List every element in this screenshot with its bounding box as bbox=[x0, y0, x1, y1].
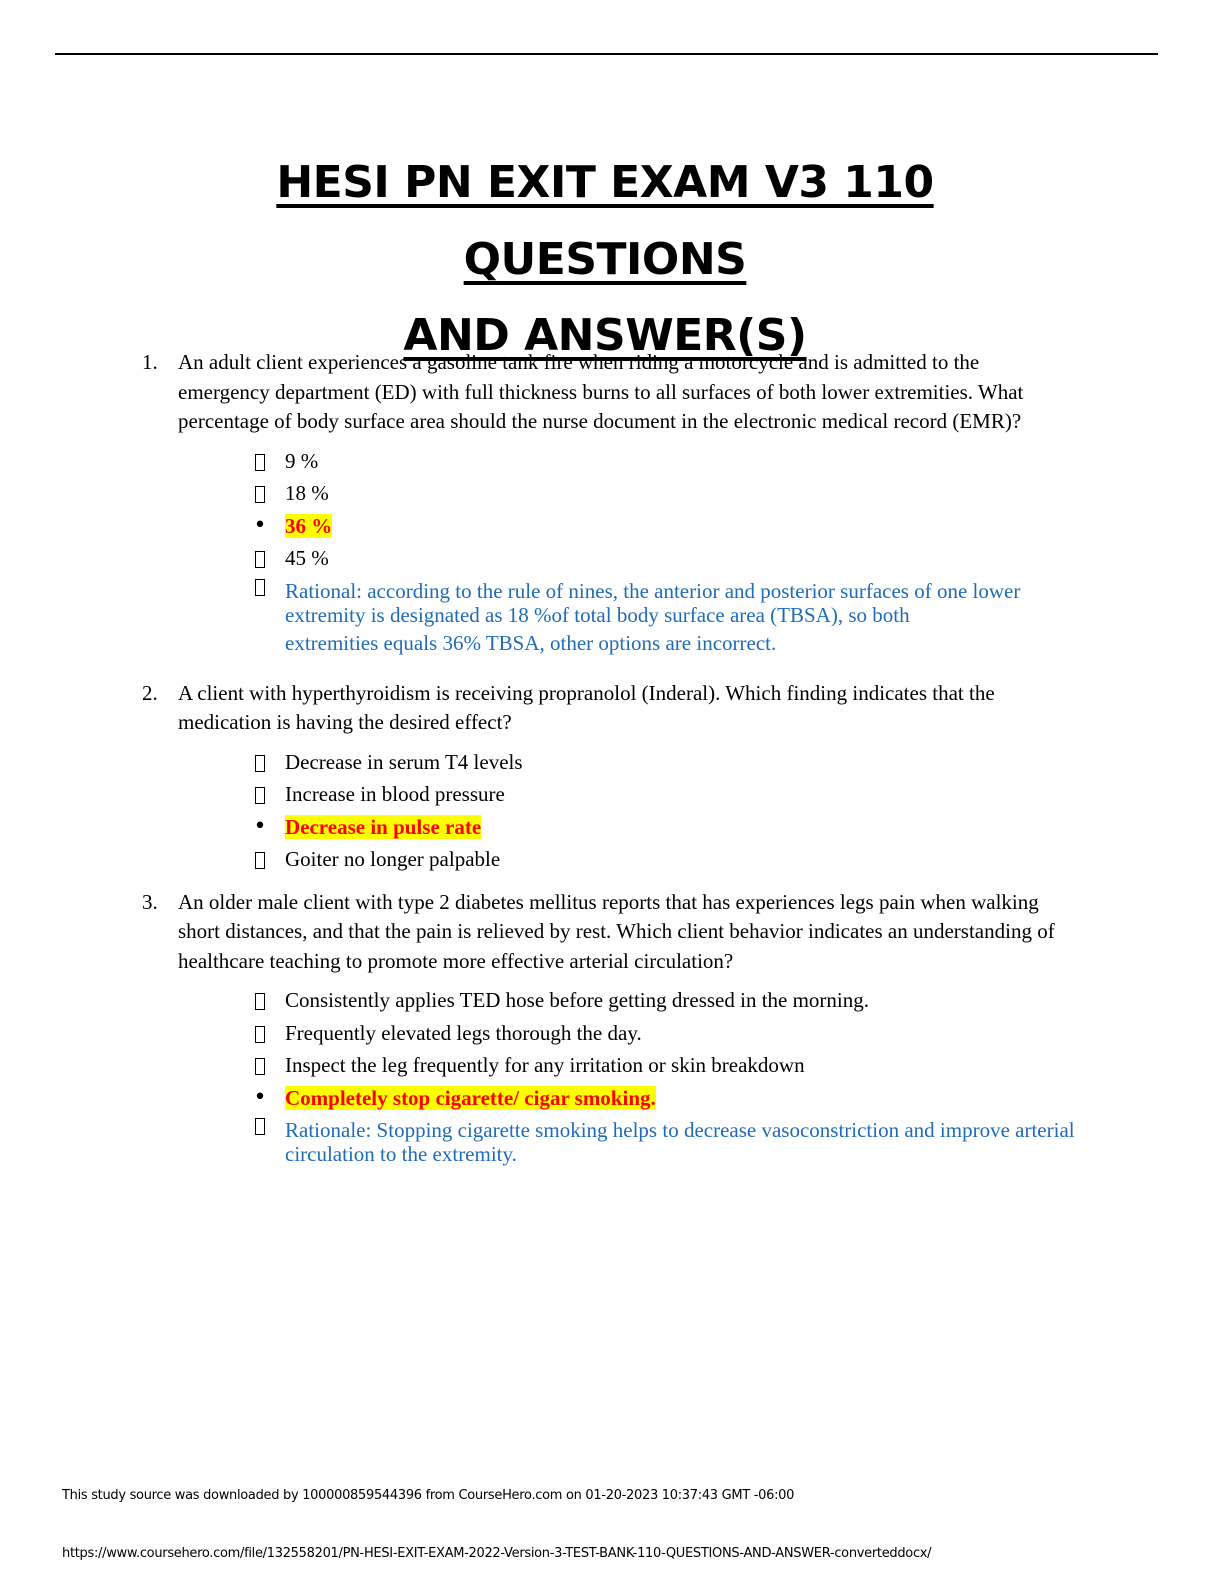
rationale-text: Rational: according to the rule of nines, the anterior and posterior surfaces of one lower extremity is designated as 18 %of total body surface area (TBSA), so both bbox=[285, 578, 1021, 627]
answer-option: Increase in blood pressure bbox=[285, 778, 1075, 811]
checkbox-icon bbox=[255, 993, 265, 1010]
answer-option: Frequently elevated legs thorough the day. bbox=[285, 1017, 1075, 1050]
rationale-text-cont: extremities equals 36% TBSA, other options are incorrect. bbox=[285, 630, 777, 655]
answer-options bbox=[0, 746, 1224, 876]
correct-answer: Completely stop cigarette/ cigar smoking. bbox=[285, 1085, 656, 1110]
answer-option: Goiter no longer palpable bbox=[285, 843, 1075, 876]
bullet-icon: • bbox=[253, 813, 267, 839]
question-1 bbox=[0, 348, 1224, 661]
title-line-1: HESI PN EXIT EXAM V3 110 QUESTIONS bbox=[276, 157, 934, 285]
correct-answer: 36 % bbox=[285, 513, 333, 538]
question-number: 2. bbox=[142, 680, 158, 705]
rationale bbox=[285, 1114, 1075, 1168]
rationale-text: Rationale: Stopping cigarette smoking helps to decrease vasoconstriction and improve arterial circulation to the extremity. bbox=[285, 1118, 1075, 1166]
answer-options bbox=[0, 445, 1224, 661]
rationale bbox=[285, 575, 1075, 661]
question-text: An adult client experiences a gasoline tank fire when riding a motorcycle and is admitted to the emergency department (ED) with full thickness burns to all surfaces of both lower extremities. What percentage of body surface area should the nurse document in the electronic medical record (EMR)? bbox=[178, 350, 1024, 433]
answer-option: Consistently applies TED hose before getting dressed in the morning. bbox=[285, 984, 1075, 1017]
download-notice: This study source was downloaded by 100000859544396 from CourseHero.com on 01-20-2023 10:37:43 GMT -06:00 bbox=[62, 1488, 795, 1503]
answer-option-correct bbox=[253, 1082, 1075, 1115]
source-url-link[interactable]: https://www.coursehero.com/file/132558201/PN-HESI-EXIT-EXAM-2022-Version-3-TEST-BANK-110-QUESTIONS-AND-ANSWER-converteddocx/ bbox=[62, 1546, 932, 1561]
checkbox-icon bbox=[255, 1026, 265, 1043]
answer-option-correct bbox=[253, 811, 1075, 844]
question-2 bbox=[0, 679, 1224, 876]
header-rule bbox=[55, 53, 1158, 55]
checkbox-icon bbox=[255, 454, 265, 471]
question-list bbox=[0, 348, 1224, 1168]
question-number: 3. bbox=[142, 889, 158, 914]
answer-option: Inspect the leg frequently for any irritation or skin breakdown bbox=[285, 1049, 1075, 1082]
correct-answer: Decrease in pulse rate bbox=[285, 814, 482, 839]
answer-option: 18 % bbox=[285, 477, 1075, 510]
question-text: A client with hyperthyroidism is receiving propranolol (Inderal). Which finding indicates that the medication is having the desired effect? bbox=[178, 680, 995, 734]
checkbox-icon bbox=[255, 551, 265, 568]
bullet-icon: • bbox=[253, 512, 267, 538]
answer-option: 45 % bbox=[285, 542, 1075, 575]
checkbox-icon bbox=[255, 787, 265, 804]
checkbox-icon bbox=[255, 852, 265, 869]
checkbox-icon bbox=[255, 755, 265, 772]
checkbox-icon bbox=[255, 486, 265, 503]
question-text: An older male client with type 2 diabetes mellitus reports that has experiences legs pain when walking short distances, and that the pain is relieved by rest. Which client behavior indicates an understanding of healthcare teaching to promote more effective arterial circulation? bbox=[178, 889, 1055, 973]
bullet-icon: • bbox=[253, 1084, 267, 1110]
answer-options bbox=[0, 984, 1224, 1168]
question-3 bbox=[0, 888, 1224, 1169]
answer-option: 9 % bbox=[285, 445, 1075, 478]
checkbox-icon bbox=[255, 1058, 265, 1075]
document-title bbox=[130, 145, 1080, 375]
checkbox-icon bbox=[255, 1118, 265, 1135]
question-number: 1. bbox=[142, 350, 158, 374]
answer-option: Decrease in serum T4 levels bbox=[285, 746, 1075, 779]
checkbox-icon bbox=[255, 579, 265, 596]
answer-option-correct bbox=[253, 510, 1075, 543]
title-line-2: AND ANSWER(S) bbox=[403, 310, 807, 362]
